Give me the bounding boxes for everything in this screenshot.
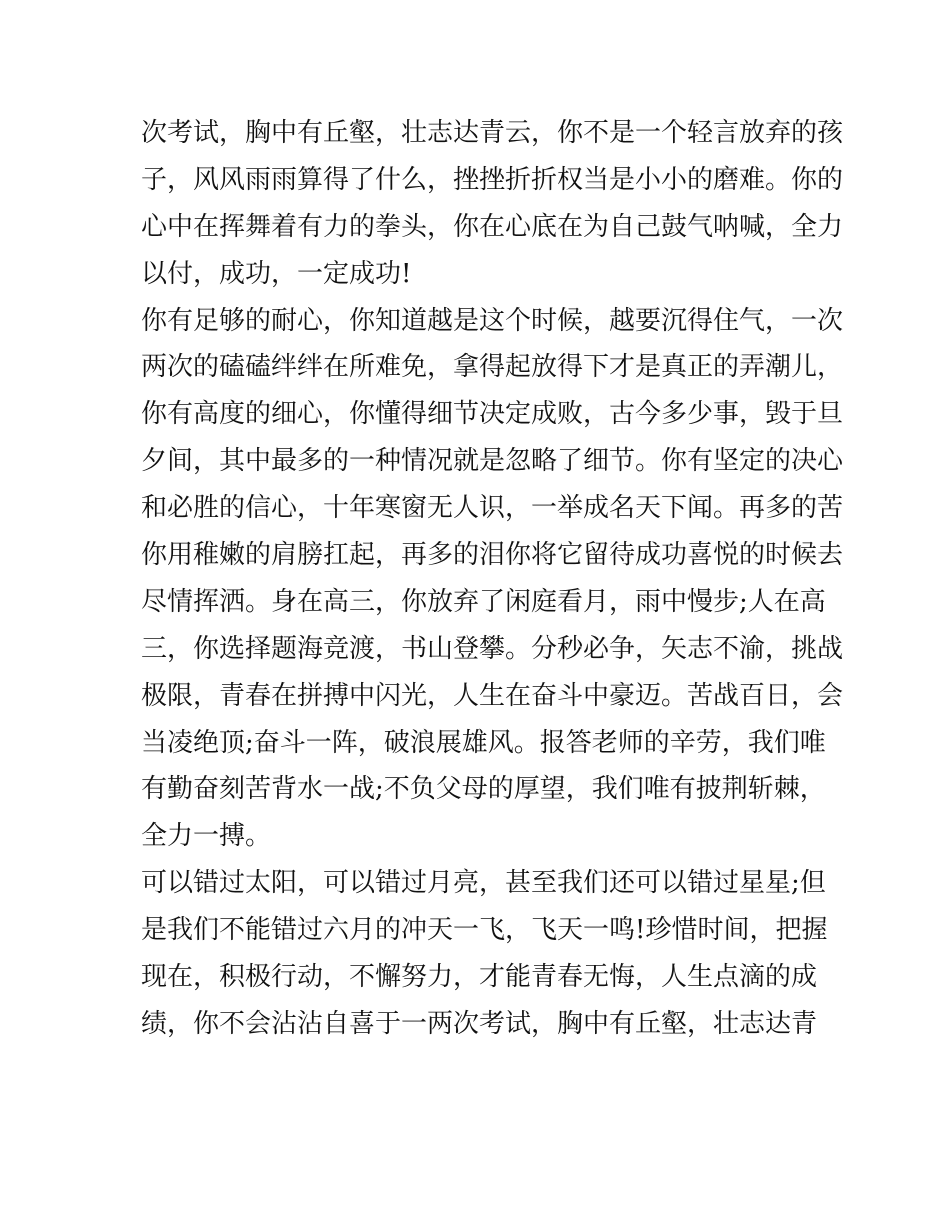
text-line: 三，你选择题海竞渡，书山登攀。分秒必争，矢志不渝，挑战 xyxy=(141,633,844,664)
text-line: 夕间，其中最多的一种情况就是忽略了细节。你有坚定的决心 xyxy=(141,446,844,477)
text-line: 当凌绝顶;奋斗一阵，破浪展雄风。报答老师的辛劳，我们唯 xyxy=(141,727,826,758)
text-line: 子，风风雨雨算得了什么，挫挫折折权当是小小的磨难。你的 xyxy=(141,164,844,195)
text-line: 是我们不能错过六月的冲天一飞，飞天一鸣!珍惜时间，把握 xyxy=(141,915,828,946)
text-line: 有勤奋刻苦背水一战;不负父母的厚望，我们唯有披荆斩棘， xyxy=(141,774,826,805)
text-line: 尽情挥洒。身在高三，你放弃了闲庭看月，雨中慢步;人在高 xyxy=(141,586,826,617)
text-line: 次考试，胸中有丘壑，壮志达青云，你不是一个轻言放弃的孩 xyxy=(141,118,844,148)
text-line: 你有高度的细心，你懂得细节决定成败，古今多少事，毁于旦 xyxy=(141,399,844,430)
text-line: 现在，积极行动，不懈努力，才能青春无悔，人生点滴的成 xyxy=(141,962,818,993)
text-line: 绩，你不会沾沾自喜于一两次考试，胸中有丘壑，壮志达青 xyxy=(141,1008,818,1039)
body-text xyxy=(141,110,844,1048)
text-line: 你用稚嫩的肩膀扛起，再多的泪你将它留待成功喜悦的时候去 xyxy=(141,540,844,571)
text-line: 可以错过太阳，可以错过月亮，甚至我们还可以错过星星;但 xyxy=(141,868,826,899)
text-line: 你有足够的耐心，你知道越是这个时候，越要沉得住气，一次 xyxy=(141,305,844,336)
text-line: 心中在挥舞着有力的拳头，你在心底在为自己鼓气呐喊，全力 xyxy=(141,211,844,242)
text-line: 以付，成功，一定成功! xyxy=(141,258,412,289)
text-line: 和必胜的信心，十年寒窗无人识，一举成名天下闻。再多的苦 xyxy=(141,493,844,524)
text-line: 全力一搏。 xyxy=(141,821,272,852)
text-line: 两次的磕磕绊绊在所难免，拿得起放得下才是真正的弄潮儿， xyxy=(141,352,844,383)
text-line: 极限，青春在拼搏中闪光，人生在奋斗中豪迈。苦战百日，会 xyxy=(141,680,844,711)
